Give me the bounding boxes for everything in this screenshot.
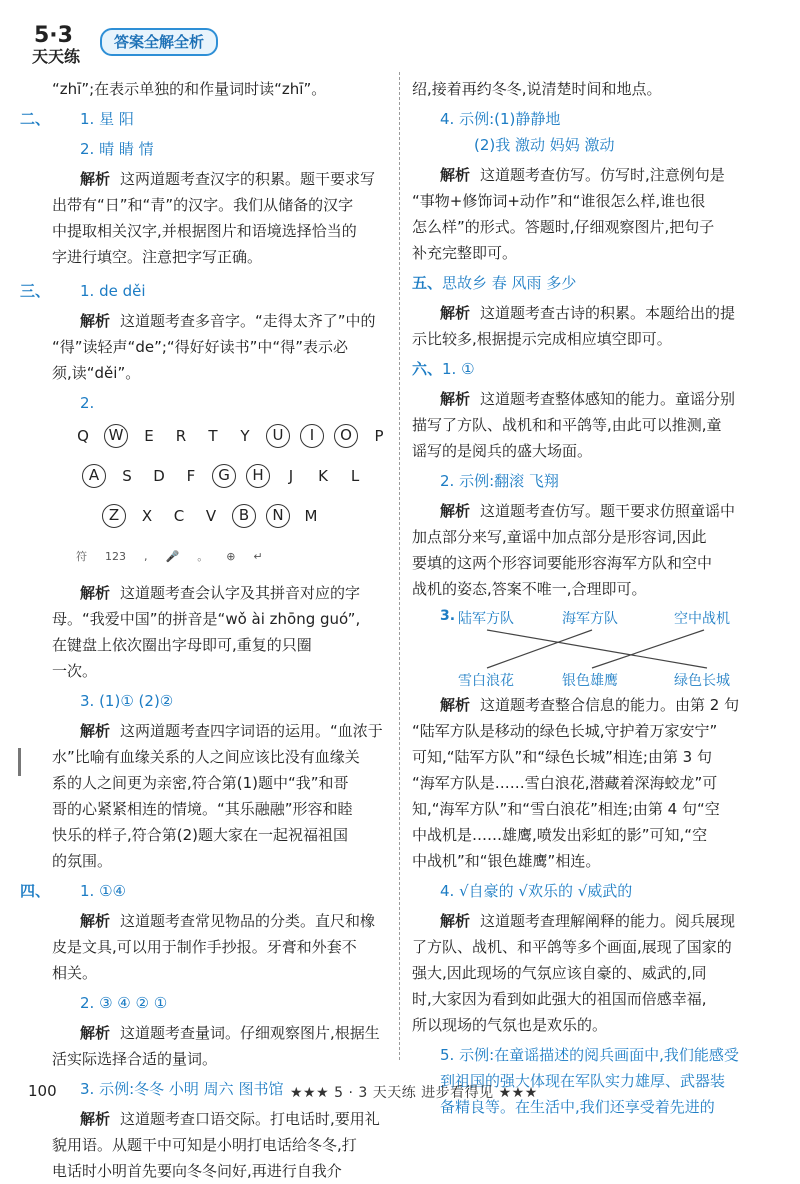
keyboard-key: O — [334, 424, 358, 448]
analysis-line: 解析 这道题考查量词。仔细观察图片,根据生 — [80, 1024, 380, 1042]
analysis-line: 解析 这两道题考查汉字的积累。题干要求写 — [80, 170, 376, 188]
analysis-line: 强大,因此现场的气氛应该自豪的、威武的,同 — [412, 964, 707, 982]
analysis-line: 系的人之间更为亲密,符合第(1)题中“我”和哥 — [52, 774, 349, 792]
question-6-3-number: 3. — [440, 608, 456, 624]
analysis-line: 水”比喻有血缘关系的人之间应该比没有血缘关 — [52, 748, 360, 766]
analysis-line: 一次。 — [52, 662, 98, 680]
analysis-line: 须,读“děi”。 — [52, 364, 141, 382]
analysis-line: 出带有“日”和“青”的汉字。我们从储备的汉字 — [52, 196, 354, 214]
question-4-b: (2)我 激动 妈妈 激动 — [474, 136, 615, 154]
question-4-3: 3. 示例:冬冬 小明 周六 图书馆 — [80, 1080, 284, 1098]
analysis-line: “陆军方队是移动的绿色长城,守护着万家安宁” — [412, 722, 718, 740]
question-5: 五、思故乡 春 风雨 多少 — [412, 274, 577, 292]
analysis-line: 补充完整即可。 — [412, 244, 518, 262]
analysis-line: 怎么样”的形式。答题时,仔细观察图片,把句子 — [412, 218, 715, 236]
question-2-1: 二、 1. 星 阳 — [52, 106, 392, 132]
keyboard-key: B — [232, 504, 256, 528]
keyboard-key: 123 — [105, 549, 126, 563]
match-bottom-3: 绿色长城 — [674, 673, 730, 689]
keyboard-key: 🎤 — [165, 549, 180, 563]
match-top-1: 陆军方队 — [458, 611, 514, 627]
question-4-2: 2. ③ ④ ② ① — [80, 994, 168, 1012]
match-line-1 — [487, 630, 707, 668]
analysis-line: 母。“我爱中国”的拼音是“wǒ ài zhōng guó”, — [52, 610, 361, 628]
match-line-3 — [592, 630, 704, 668]
question-6-5: 备精良等。在生活中,我们还享受着先进的 — [440, 1098, 715, 1116]
keyboard-row — [72, 416, 392, 456]
keyboard-key: M — [304, 507, 318, 525]
analysis-line: 知,“海军方队”和“雪白浪花”相连;由第 4 句“空 — [412, 800, 720, 818]
analysis-line: 解析 这道题考查整体感知的能力。童谣分别 — [440, 390, 736, 408]
analysis-line: 了方队、战机、和平鸽等多个画面,展现了国家的 — [412, 938, 732, 956]
keyboard-key: C — [173, 507, 185, 525]
right-column — [412, 76, 757, 1120]
question-6-4: 4. √自豪的 √欢乐的 √威武的 — [440, 882, 633, 900]
keyboard-key: F — [186, 467, 196, 485]
column-divider — [399, 72, 400, 1060]
keyboard-key: N — [266, 504, 290, 528]
keyboard-key: I — [300, 424, 324, 448]
analysis-line: 皮是文具,可以用于制作手抄报。牙膏和外套不 — [52, 938, 357, 956]
analysis-line: 中战机是……雄鹰,喷发出彩虹的影”可知,“空 — [412, 826, 708, 844]
analysis-line: 解析 这道题考查整合信息的能力。由第 2 句 — [440, 696, 740, 714]
analysis-line: 战机的姿态,答案不唯一,合理即可。 — [412, 580, 647, 598]
keyboard-figure — [72, 416, 392, 576]
page-number: 100 — [28, 1082, 57, 1100]
match-line-2 — [487, 630, 592, 668]
keyboard-row — [72, 496, 392, 536]
keyboard-key: X — [141, 507, 153, 525]
question-4-1: 四、 1. ①④ — [52, 878, 392, 904]
section-label-3: 三、 — [20, 282, 51, 300]
analysis-line: 貌用语。从题干中可知是小明打电话给冬冬,打 — [52, 1136, 357, 1154]
matching-figure — [412, 606, 757, 692]
analysis-line: 描写了方队、战机和和平鸽等,由此可以推测,童 — [412, 416, 722, 434]
analysis-line: 要填的这两个形容词要能形容海军方队和空中 — [412, 554, 713, 572]
analysis-line: 解析 这道题考查口语交际。打电话时,要用礼 — [80, 1110, 380, 1128]
keyboard-key: K — [318, 467, 328, 485]
question-6-1: 六、1. ① — [412, 360, 475, 378]
keyboard-key: A — [82, 464, 106, 488]
analysis-line: 中提取相关汉字,并根据图片和语境选择恰当的 — [52, 222, 357, 240]
analysis-line: 哥的心紧紧相连的情境。“其乐融融”形容和睦 — [52, 800, 353, 818]
analysis-line: 活实际选择合适的量词。 — [52, 1050, 218, 1068]
footer-slogan: ★★★ 5 · 3 天天练 进步看得见 ★★★ — [290, 1085, 538, 1101]
text-line: “zhī”;在表示单独的和作量词时读“zhī”。 — [52, 80, 327, 98]
keyboard-row — [72, 536, 392, 576]
keyboard-key: Z — [102, 504, 126, 528]
analysis-line: 谣写的是阅兵的盛大场面。 — [412, 442, 593, 460]
margin-mark — [18, 748, 21, 776]
analysis-line: 电话时小明首先要向冬冬问好,再进行自我介 — [52, 1162, 342, 1180]
analysis-line: 解析 这两道题考查四字词语的运用。“血浓于 — [80, 722, 383, 740]
keyboard-key: G — [212, 464, 236, 488]
analysis-line: 解析 这道题考查多音字。“走得太齐了”中的 — [80, 312, 376, 330]
match-bottom-1: 雪白浪花 — [458, 673, 514, 689]
analysis-line: 加点部分来写,童谣中加点部分是形容词,因此 — [412, 528, 707, 546]
question-6-5: 5. 示例:在童谣描述的阅兵画面中,我们能感受 — [440, 1046, 739, 1064]
section-label-5: 五、 — [412, 274, 443, 292]
keyboard-key: L — [350, 467, 360, 485]
question-3-1: 三、 1. de děi — [52, 278, 392, 304]
question-3-3: 3. (1)① (2)② — [80, 692, 174, 710]
analysis-line: 相关。 — [52, 964, 98, 982]
keyboard-key: , — [144, 549, 148, 563]
question-6-2: 2. 示例:翻滚 飞翔 — [440, 472, 559, 490]
analysis-line: 示比较多,根据提示完成相应填空即可。 — [412, 330, 672, 348]
analysis-line: 解析 这道题考查仿写。题干要求仿照童谣中 — [440, 502, 736, 520]
keyboard-key: Q — [77, 427, 89, 445]
keyboard-key: R — [175, 427, 187, 445]
analysis-line: “海军方队是……雪白浪花,潜藏着深海蛟龙”可 — [412, 774, 718, 792]
keyboard-key: H — [246, 464, 270, 488]
question-4: 4. 示例:(1)静静地 — [440, 110, 561, 128]
analysis-line: 可知,“陆军方队”和“绿色长城”相连;由第 3 句 — [412, 748, 712, 766]
keyboard-key: ↵ — [253, 549, 263, 563]
header-badge: 答案全解全析 — [100, 28, 218, 56]
keyboard-key: P — [374, 427, 384, 445]
analysis-line: 字进行填空。注意把字写正确。 — [52, 248, 263, 266]
keyboard-key: T — [208, 427, 218, 445]
keyboard-key: Y — [240, 427, 250, 445]
match-top-2: 海军方队 — [562, 611, 618, 627]
analysis-line: 解析 这道题考查古诗的积累。本题给出的提 — [440, 304, 736, 322]
keyboard-key: U — [266, 424, 290, 448]
keyboard-key: 。 — [197, 550, 209, 563]
analysis-line: 在键盘上依次圈出字母即可,重复的只圈 — [52, 636, 312, 654]
question-2-2: 2. 晴 睛 情 — [80, 140, 154, 158]
section-label-2: 二、 — [20, 110, 51, 128]
analysis-line: 中战机”和“银色雄鹰”相连。 — [412, 852, 601, 870]
keyboard-key: V — [205, 507, 217, 525]
analysis-line: “事物+修饰词+动作”和“谁很怎么样,谁也很 — [412, 192, 706, 210]
match-bottom-2: 银色雄鹰 — [562, 673, 618, 689]
question-3-2: 2. — [80, 394, 95, 412]
analysis-line: 的氛围。 — [52, 852, 113, 870]
keyboard-key: ⊕ — [226, 549, 236, 563]
analysis-line: 快乐的样子,符合第(2)题大家在一起祝福祖国 — [52, 826, 349, 844]
svg-text:天天练: 天天练 — [32, 47, 81, 66]
section-label-4: 四、 — [20, 882, 51, 900]
text-line: 绍,接着再约冬冬,说清楚时间和地点。 — [412, 80, 662, 98]
analysis-line: 解析 这道题考查常见物品的分类。直尺和橡 — [80, 912, 376, 930]
keyboard-row — [72, 456, 392, 496]
keyboard-key: W — [104, 424, 128, 448]
analysis-line: 解析 这道题考查理解阐释的能力。阅兵展现 — [440, 912, 736, 930]
analysis-line: 解析 这道题考查仿写。仿写时,注意例句是 — [440, 166, 725, 184]
brand-logo — [30, 18, 96, 66]
keyboard-key: D — [153, 467, 165, 485]
match-top-3: 空中战机 — [674, 611, 730, 627]
keyboard-key: E — [144, 427, 154, 445]
question-6-5: 到祖国的强大体现在军队实力雄厚、武器装 — [440, 1072, 726, 1090]
svg-text:5·3: 5·3 — [34, 23, 73, 48]
keyboard-key: J — [288, 467, 294, 485]
analysis-line: “得”读轻声“de”;“得好好读书”中“得”表示必 — [52, 338, 348, 356]
keyboard-key: S — [122, 467, 132, 485]
analysis-line: 解析 这道题考查会认字及其拼音对应的字 — [80, 584, 361, 602]
keyboard-key: 符 — [76, 550, 87, 563]
section-label-6: 六、 — [412, 360, 443, 378]
analysis-line: 所以现场的气氛也是欢乐的。 — [412, 1016, 608, 1034]
analysis-line: 时,大家因为看到如此强大的祖国而倍感幸福, — [412, 990, 707, 1008]
